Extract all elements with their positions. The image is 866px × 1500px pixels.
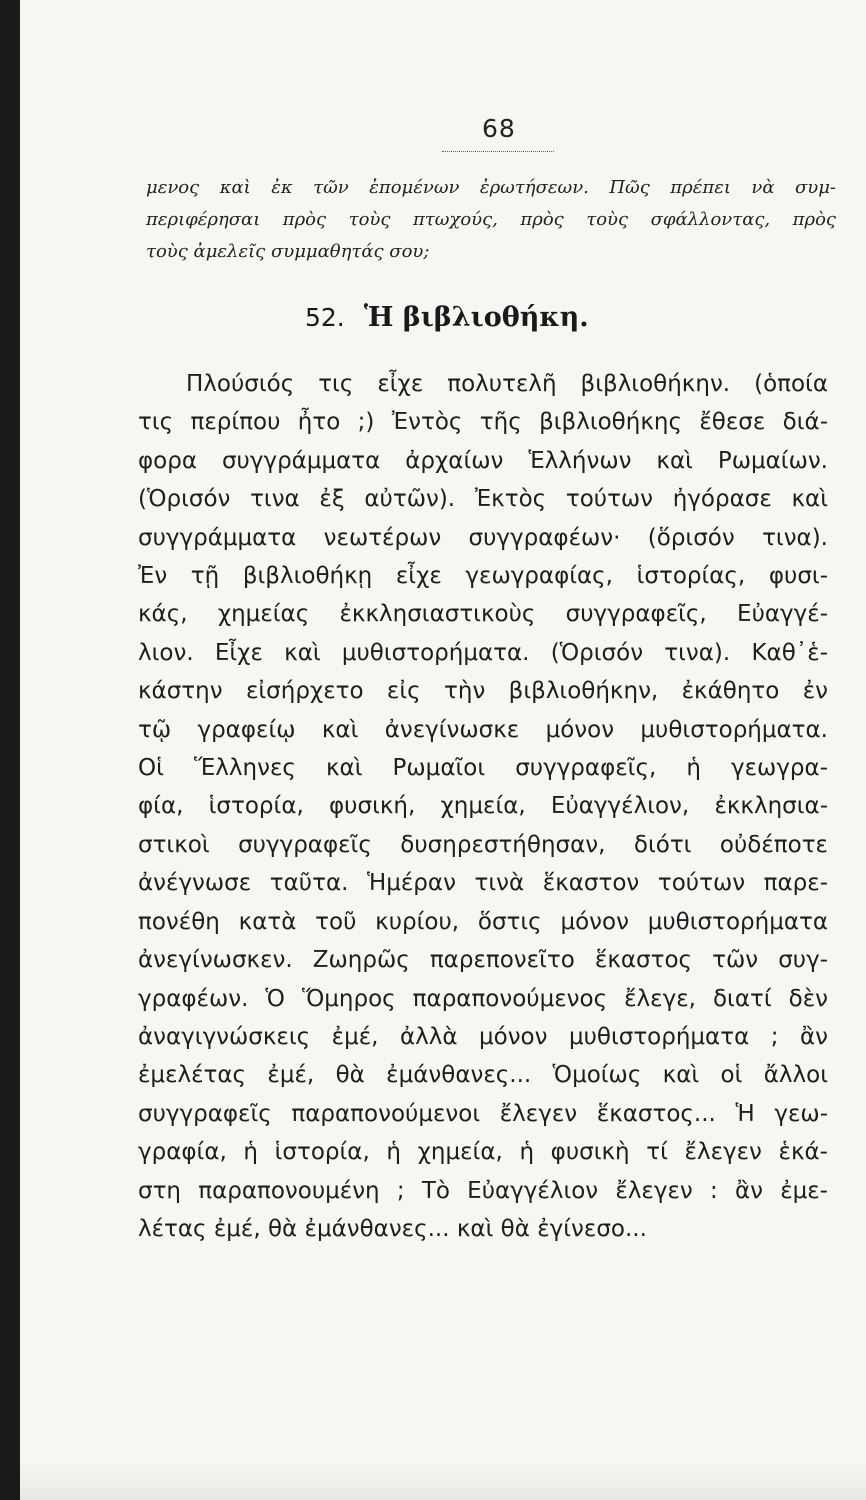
body-line: συγγραφεῖς παραπονούμενοι ἔλεγεν ἕκαστος... Ἡ γεω- xyxy=(138,1100,828,1127)
body-paragraph xyxy=(138,365,828,1248)
body-line: Πλούσιός τις εἶχε πολυτελῆ βιβλιοθήκην. (ὁποία xyxy=(186,371,828,397)
body-line: ἀναγιγνώσκεις ἐμέ, ἀλλὰ μόνον μυθιστορήματα ; ἂν xyxy=(138,1023,828,1050)
intro-line: τοὺς ἀμελεῖς συμμαθητάς σου; xyxy=(146,241,430,262)
body-line: κάστην εἰσήρχετο εἰς τὴν βιβλιοθήκην, ἐκάθητο ἐν xyxy=(138,678,828,705)
intro-line: περιφέρησαι πρὸς τοὺς πτωχούς, πρὸς τοὺς σφάλλοντας, πρὸς xyxy=(146,209,836,230)
body-line: (Ὁρισόν τινα ἐξ αὐτῶν). Ἐκτὸς τούτων ἠγόρασε καὶ xyxy=(138,486,828,513)
scan-left-edge xyxy=(0,0,20,1500)
body-line: ἀνέγνωσε ταῦτα. Ἡμέραν τινὰ ἕκαστον τούτων παρε- xyxy=(138,870,828,897)
body-line: τῷ γραφείῳ καὶ ἀνεγίνωσκε μόνον μυθιστορήματα. xyxy=(138,716,828,743)
body-line: γραφία, ἡ ἱστορία, ἡ χημεία, ἡ φυσικὴ τί ἔλεγεν ἑκά- xyxy=(138,1139,828,1166)
section-number: 52. xyxy=(305,303,345,332)
body-line: συγγράμματα νεωτέρων συγγραφέων· (ὅρισόν τινα). xyxy=(138,524,828,551)
body-line: ἐμελέτας ἐμέ, θὰ ἐμάνθανες... Ὁμοίως καὶ οἱ ἄλλοι xyxy=(138,1062,828,1089)
body-line: πονέθη κατὰ τοῦ κυρίου, ὅστις μόνον μυθιστορήματα xyxy=(138,908,828,935)
body-line: λιον. Εἶχε καὶ μυθιστορήματα. (Ὁρισόν τινα). Καθ᾽ἑ- xyxy=(138,639,828,666)
body-line: φορα συγγράμματα ἀρχαίων Ἑλλήνων καὶ Ρωμαίων. xyxy=(138,447,828,474)
body-line: γραφέων. Ὁ Ὅμηρος παραπονούμενος ἔλεγε, διατί δὲν xyxy=(138,985,828,1012)
section-title: Ἡ βιβλιοθήκη. xyxy=(363,302,589,333)
body-line: κάς, χημείας ἐκκλησιαστικοὺς συγγραφεῖς, Εὐαγγέ- xyxy=(138,601,828,628)
body-line: λέτας ἐμέ, θὰ ἐμάνθανες... καὶ θὰ ἐγίνεσο... xyxy=(138,1215,647,1242)
intro-line: μενος καὶ ἐκ τῶν ἑπομένων ἐρωτήσεων. Πῶς πρέπει νὰ συμ- xyxy=(146,177,836,198)
body-line: στη παραπονουμένη ; Τὸ Εὐαγγέλιον ἔλεγεν : ἂν ἐμε- xyxy=(138,1177,828,1204)
body-line: Οἱ Ἕλληνες καὶ Ρωμαῖοι συγγραφεῖς, ἡ γεωγρα- xyxy=(138,755,828,782)
body-line: φία, ἱστορία, φυσική, χημεία, Εὐαγγέλιον, ἐκκλησια- xyxy=(138,793,828,820)
page-number-rule xyxy=(442,151,554,152)
intro-paragraph xyxy=(146,172,836,268)
body-line: τις περίπου ἦτο ;) Ἐντὸς τῆς βιβλιοθήκης ἔθεσε διά- xyxy=(138,409,828,436)
body-line: στικοὶ συγγραφεῖς δυσηρεστήθησαν, διότι οὐδέποτε xyxy=(138,831,828,858)
body-line: Ἐν τῇ βιβλιοθήκῃ εἶχε γεωγραφίας, ἱστορίας, φυσι- xyxy=(138,563,828,590)
section-heading xyxy=(305,302,589,333)
page-number: 68 xyxy=(482,114,516,143)
body-line: ἀνεγίνωσκεν. Ζωηρῶς παρεπονεῖτο ἕκαστος τῶν συγ- xyxy=(138,947,828,974)
page-bottom-shade xyxy=(20,1460,866,1500)
